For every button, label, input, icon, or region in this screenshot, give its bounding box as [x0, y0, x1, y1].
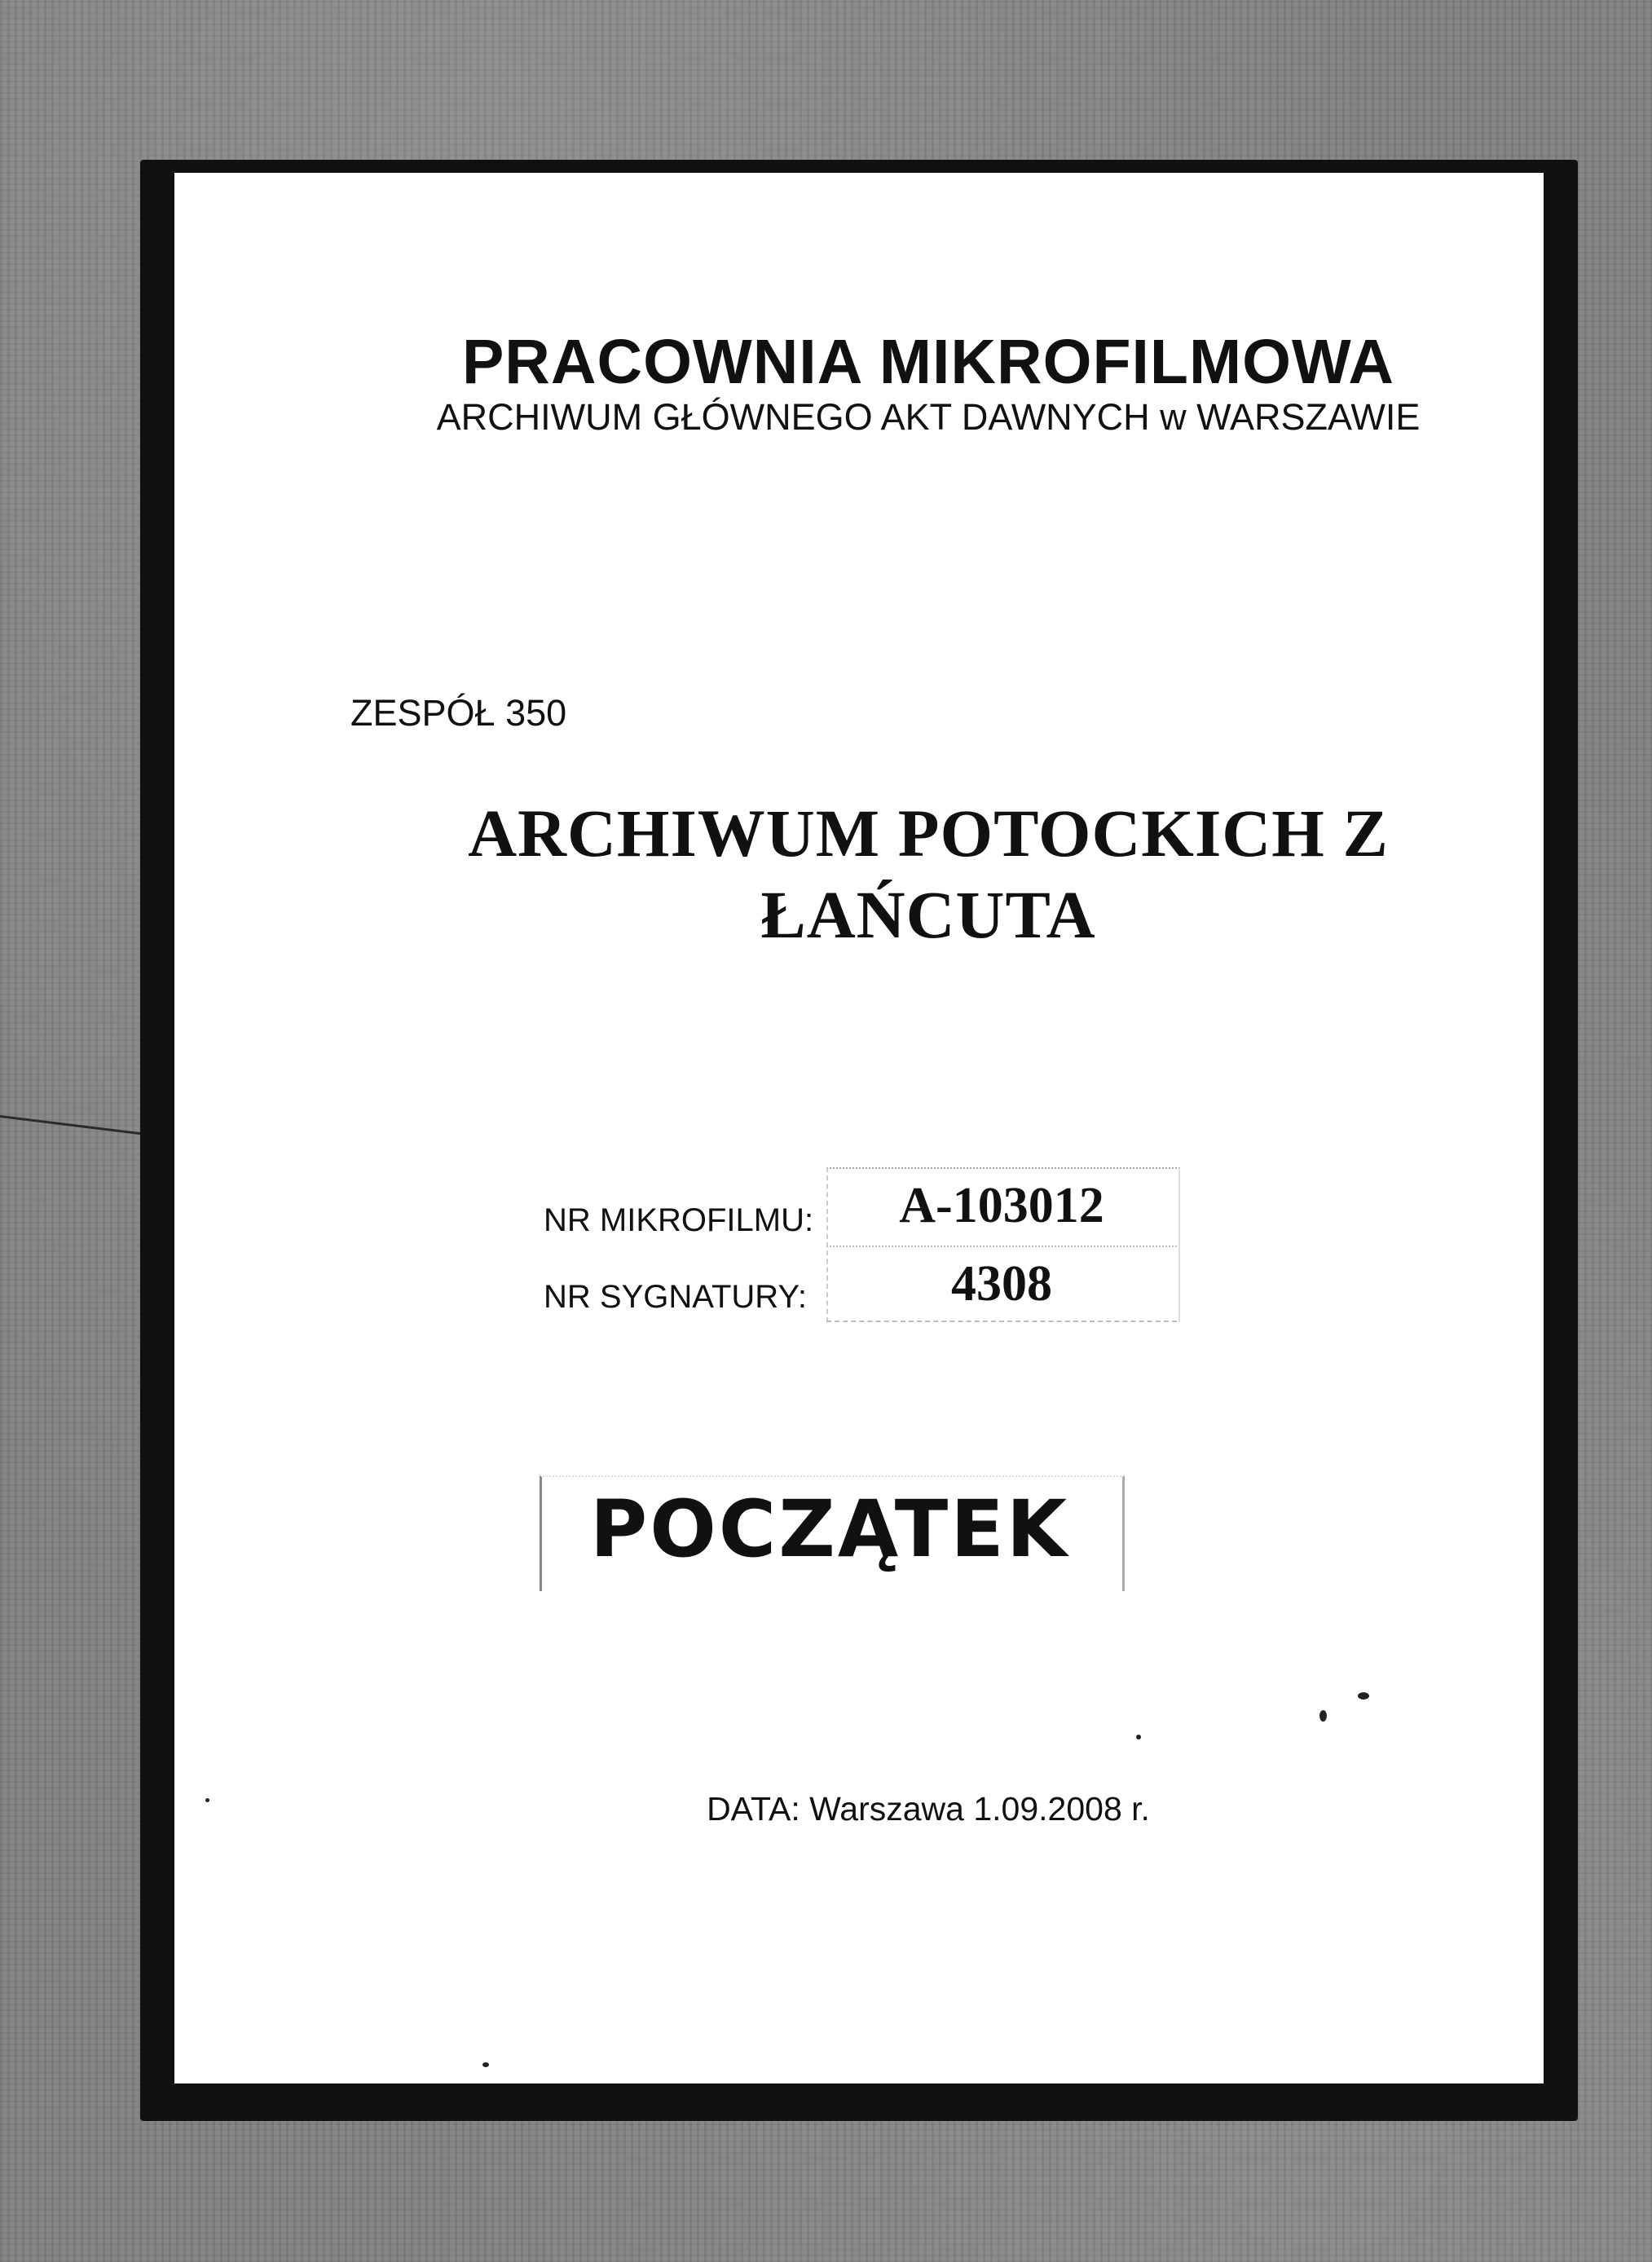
numbers-divider [826, 1246, 1177, 1247]
microfilm-number-label: NR MIKROFILMU: [544, 1202, 814, 1238]
ink-speck [205, 1798, 209, 1802]
numbers-underline [826, 1321, 1177, 1322]
collection-title-line2: ŁAŃCUTA [760, 877, 1096, 952]
institution-subtitle: ARCHIWUM GŁÓWNEGO AKT DAWNYCH w WARSZAWIE [436, 396, 1421, 438]
ink-speck [1358, 1692, 1369, 1700]
microfilm-number: A-103012 [899, 1178, 1104, 1233]
ink-speck [482, 2062, 489, 2067]
institution-title: PRACOWNIA MIKROFILMOWA [461, 327, 1395, 397]
collection-title-line1: ARCHIWUM POTOCKICH Z [468, 796, 1389, 871]
signature-number-label: NR SYGNATURY: [544, 1279, 808, 1315]
collection-title [174, 792, 1544, 955]
target-sheet [174, 173, 1544, 2083]
ink-speck [1319, 1710, 1327, 1722]
signature-number: 4308 [951, 1256, 1052, 1312]
date-line: DATA: Warszawa 1.09.2008 r. [707, 1790, 1150, 1828]
start-marker: POCZĄTEK [589, 1484, 1070, 1575]
collection-label: ZESPÓŁ 350 [350, 692, 567, 734]
ink-speck [1136, 1735, 1141, 1739]
